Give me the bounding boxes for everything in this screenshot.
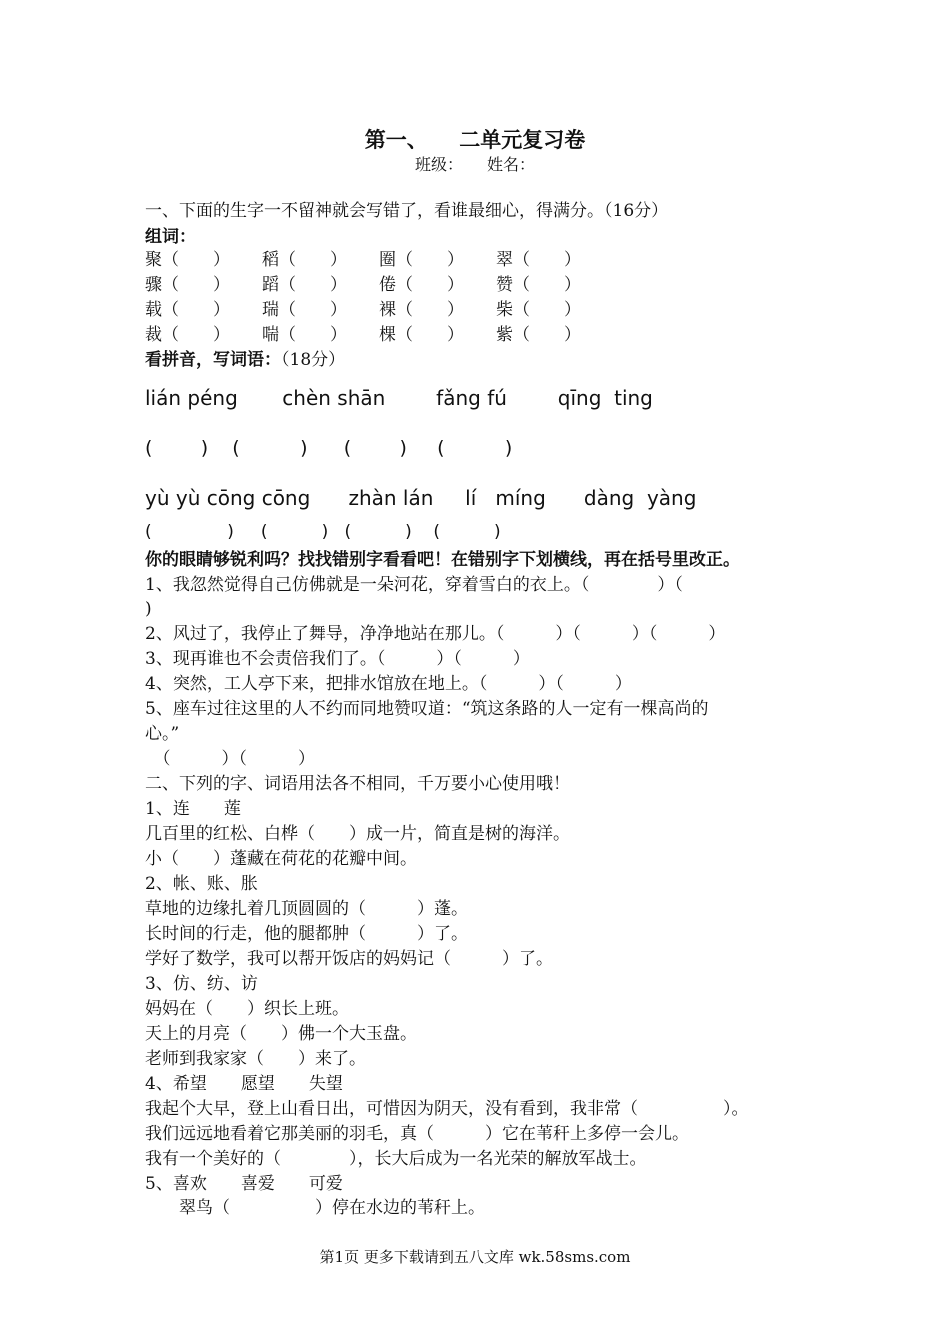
section2-line: 5、喜欢 喜爱 可爱 bbox=[145, 1174, 343, 1194]
zuci-item: 裁（ ） bbox=[145, 325, 230, 345]
pinyin-line-2: yù yù cōng cōng zhàn lán lí míng dàng yàng bbox=[145, 486, 697, 510]
pinyin-line-1: lián péng chèn shān fǎng fú qīng ting bbox=[145, 386, 653, 410]
page-title: 第一、 二单元复习卷 bbox=[364, 127, 586, 152]
section2-line: 学好了数学，我可以帮开饭店的妈妈记（ ）了。 bbox=[145, 949, 553, 969]
zuci-item: 圈（ ） bbox=[379, 250, 464, 270]
section2-line: 翠鸟（ ）停在水边的苇秆上。 bbox=[145, 1198, 485, 1218]
answer-brackets-1: ( ) ( ) ( ) ( ) bbox=[145, 437, 513, 459]
zuci-item: 蹈（ ） bbox=[262, 275, 347, 295]
pinyin-heading bbox=[145, 349, 345, 371]
zuci-row bbox=[145, 323, 613, 348]
section2-heading: 二、下列的字、词语用法各不相同，千万要小心使用哦！ bbox=[145, 774, 570, 794]
zuci-item: 倦（ ） bbox=[379, 275, 464, 295]
zuci-item: 赞（ ） bbox=[496, 275, 581, 295]
zuci-grid bbox=[145, 248, 613, 348]
section2-line: 妈妈在（ ）织长上班。 bbox=[145, 999, 349, 1019]
section2-line: 天上的月亮（ ）佛一个大玉盘。 bbox=[145, 1024, 417, 1044]
zuci-item: 喘（ ） bbox=[262, 325, 347, 345]
section2-line: 小（ ）蓬藏在荷花的花瓣中间。 bbox=[145, 849, 417, 869]
section2-line: 我们远远地看着它那美丽的羽毛，真（ ）它在苇秆上多停一会儿。 bbox=[145, 1124, 689, 1144]
zuci-row bbox=[145, 298, 613, 323]
error-heading: 你的眼睛够锐利吗？找找错别字看看吧！在错别字下划横线，再在括号里改正。 bbox=[145, 550, 740, 570]
section2-line: 几百里的红松、白桦（ ）成一片，简直是树的海洋。 bbox=[145, 824, 570, 844]
page-footer: 第1页 更多下载请到五八文库 wk.58sms.com bbox=[319, 1248, 631, 1266]
zuci-item: 裸（ ） bbox=[379, 300, 464, 320]
section2-line: 我有一个美好的（ ），长大后成为一名光荣的解放军战士。 bbox=[145, 1149, 647, 1169]
zuci-row bbox=[145, 273, 613, 298]
section2-line: 草地的边缘扎着几顶圆圆的（ ）蓬。 bbox=[145, 899, 468, 919]
error-item: 5、座车过往这里的人不约而同地赞叹道：“筑这条路的人一定有一棵高尚的 bbox=[145, 699, 709, 719]
zuci-item: 聚（ ） bbox=[145, 250, 230, 270]
error-item: 3、现再谁也不会责倍我们了。（ ）（ ） bbox=[145, 649, 530, 669]
zuci-item: 骤（ ） bbox=[145, 275, 230, 295]
pinyin-score: （18分） bbox=[281, 350, 346, 370]
zuci-item: 翠（ ） bbox=[496, 250, 581, 270]
error-item: 2、风过了，我停止了舞导，净净地站在那儿。（ ）（ ）（ ） bbox=[145, 624, 726, 644]
zuci-item: 紫（ ） bbox=[496, 325, 581, 345]
zuci-item: 稻（ ） bbox=[262, 250, 347, 270]
zuci-label: 组词： bbox=[145, 227, 196, 247]
zuci-row bbox=[145, 248, 613, 273]
error-item-brackets: （ ）（ ） bbox=[145, 749, 315, 769]
zuci-item: 柴（ ） bbox=[496, 300, 581, 320]
error-item-continued: ) bbox=[145, 599, 152, 619]
section2-line: 2、帐、账、胀 bbox=[145, 874, 258, 894]
answer-brackets-2: ( ) ( ) ( ) ( ) bbox=[145, 522, 501, 542]
section1-heading: 一、下面的生字一不留神就会写错了，看谁最细心，得满分。（16分） bbox=[145, 201, 669, 221]
error-item: 4、突然，工人亭下来，把排水馆放在地上。（ ）（ ） bbox=[145, 674, 632, 694]
section2-line: 1、连 莲 bbox=[145, 799, 241, 819]
section2-line: 长时间的行走，他的腿都肿（ ）了。 bbox=[145, 924, 468, 944]
section2-line: 4、希望 愿望 失望 bbox=[145, 1074, 343, 1094]
error-item: 1、我忽然觉得自己仿佛就是一朵河花，穿着雪白的衣上。（ ）（ bbox=[145, 575, 683, 595]
section2-line: 3、仿、纺、访 bbox=[145, 974, 258, 994]
zuci-item: 棵（ ） bbox=[379, 325, 464, 345]
section2-line: 老师到我家家（ ）来了。 bbox=[145, 1049, 366, 1069]
zuci-item: 瑞（ ） bbox=[262, 300, 347, 320]
section2-line: 我起个大早，登上山看日出，可惜因为阴天，没有看到，我非常（ ）。 bbox=[145, 1099, 749, 1119]
error-item-continued: 心。” bbox=[145, 724, 180, 744]
pinyin-label: 看拼音，写词语： bbox=[145, 350, 281, 370]
class-name-line: 班级： 姓名： bbox=[414, 155, 535, 174]
zuci-item: 载（ ） bbox=[145, 300, 230, 320]
